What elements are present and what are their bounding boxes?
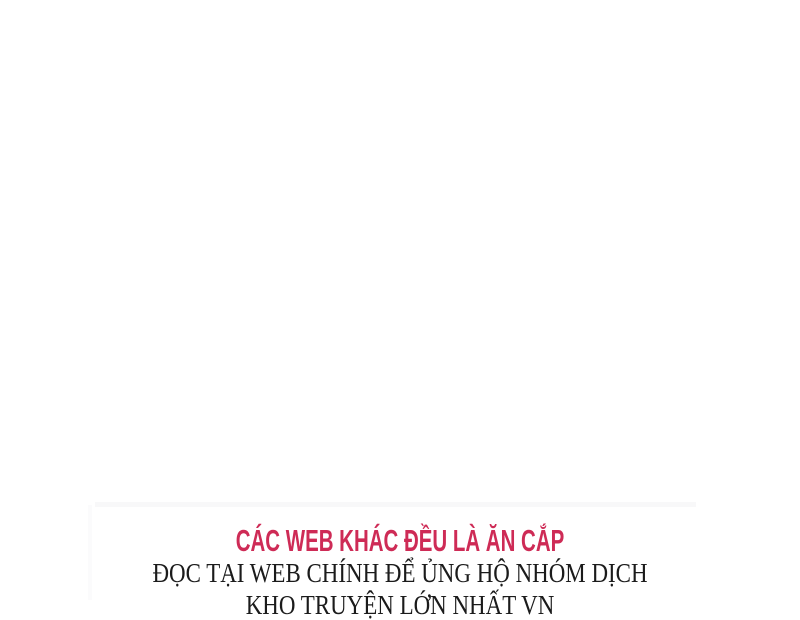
credit-notice-block bbox=[0, 524, 800, 620]
faint-panel-edge-horizontal bbox=[95, 502, 696, 507]
anti-piracy-warning-line: CÁC WEB KHÁC ĐỀU LÀ ĂN CẮP bbox=[235, 523, 565, 558]
site-slogan-line-cutoff: KHO TRUYỆN LỚN NHẤT VN bbox=[245, 590, 555, 620]
read-official-site-line: ĐỌC TẠI WEB CHÍNH ĐỂ ỦNG HỘ NHÓM DỊCH bbox=[152, 558, 648, 588]
